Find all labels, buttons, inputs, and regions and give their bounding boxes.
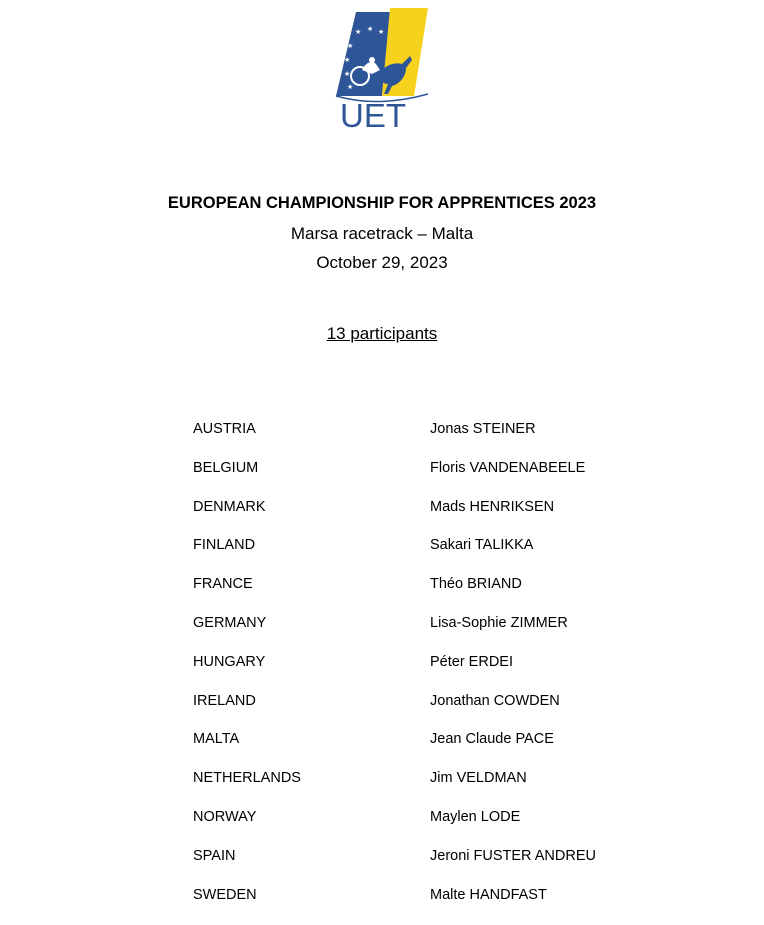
rider-name: Floris VANDENABEELE — [430, 459, 586, 476]
country-name: FINLAND — [193, 537, 256, 554]
country-name: AUSTRIA — [193, 421, 256, 437]
svg-text:★: ★ — [344, 70, 351, 78]
rider-name: Jonas STEINER — [430, 421, 536, 437]
rider-name: Mads HENRIKSEN — [430, 498, 555, 515]
rider-name: Jeroni FUSTER ANDREU — [430, 847, 596, 864]
list-item — [193, 652, 633, 691]
list-item — [193, 535, 633, 574]
participants-list — [193, 419, 633, 923]
country-name: HUNGARY — [193, 653, 266, 670]
logo-text: UET — [340, 97, 406, 134]
participant-count: 13 participants — [326, 324, 438, 343]
svg-text:★: ★ — [347, 42, 354, 50]
svg-text:★: ★ — [344, 56, 351, 64]
list-item — [193, 613, 633, 652]
list-item — [193, 846, 633, 885]
country-name: NORWAY — [193, 808, 257, 825]
rider-name: Théo BRIAND — [430, 576, 522, 593]
uet-emblem-icon — [328, 4, 432, 104]
list-item — [193, 807, 633, 846]
country-name: GERMANY — [193, 614, 267, 631]
rider-name: Sakari TALIKKA — [430, 537, 534, 554]
rider-name: Lisa-Sophie ZIMMER — [430, 614, 568, 631]
rider-name: Jim VELDMAN — [430, 770, 527, 787]
country-name: IRELAND — [193, 692, 256, 709]
rider-name: Péter ERDEI — [430, 653, 513, 670]
list-item — [193, 574, 633, 613]
uet-logo — [328, 4, 432, 139]
svg-text:★: ★ — [347, 83, 354, 91]
list-item — [193, 729, 633, 768]
rider-name: Jean Claude PACE — [430, 731, 554, 748]
country-name: DENMARK — [193, 498, 266, 515]
svg-text:★: ★ — [378, 28, 385, 36]
country-name: MALTA — [193, 731, 240, 748]
list-item — [193, 691, 633, 730]
rider-name: Jonathan COWDEN — [430, 692, 560, 709]
rider-name: Maylen LODE — [430, 808, 521, 825]
event-date: October 29, 2023 — [316, 253, 448, 272]
venue-text: Marsa racetrack – Malta — [290, 224, 474, 243]
list-item — [193, 419, 633, 458]
list-item — [193, 497, 633, 536]
svg-text:★: ★ — [355, 28, 362, 36]
country-name: SPAIN — [193, 847, 236, 864]
country-name: FRANCE — [193, 576, 253, 593]
list-item — [193, 885, 633, 924]
country-name: BELGIUM — [193, 459, 259, 476]
country-name: NETHERLANDS — [193, 770, 301, 787]
list-item — [193, 768, 633, 807]
list-item — [193, 458, 633, 497]
svg-text:★: ★ — [367, 25, 374, 33]
country-name: SWEDEN — [193, 886, 257, 903]
rider-name: Malte HANDFAST — [430, 886, 547, 903]
page-title: EUROPEAN CHAMPIONSHIP FOR APPRENTICES 2023 — [167, 194, 597, 212]
